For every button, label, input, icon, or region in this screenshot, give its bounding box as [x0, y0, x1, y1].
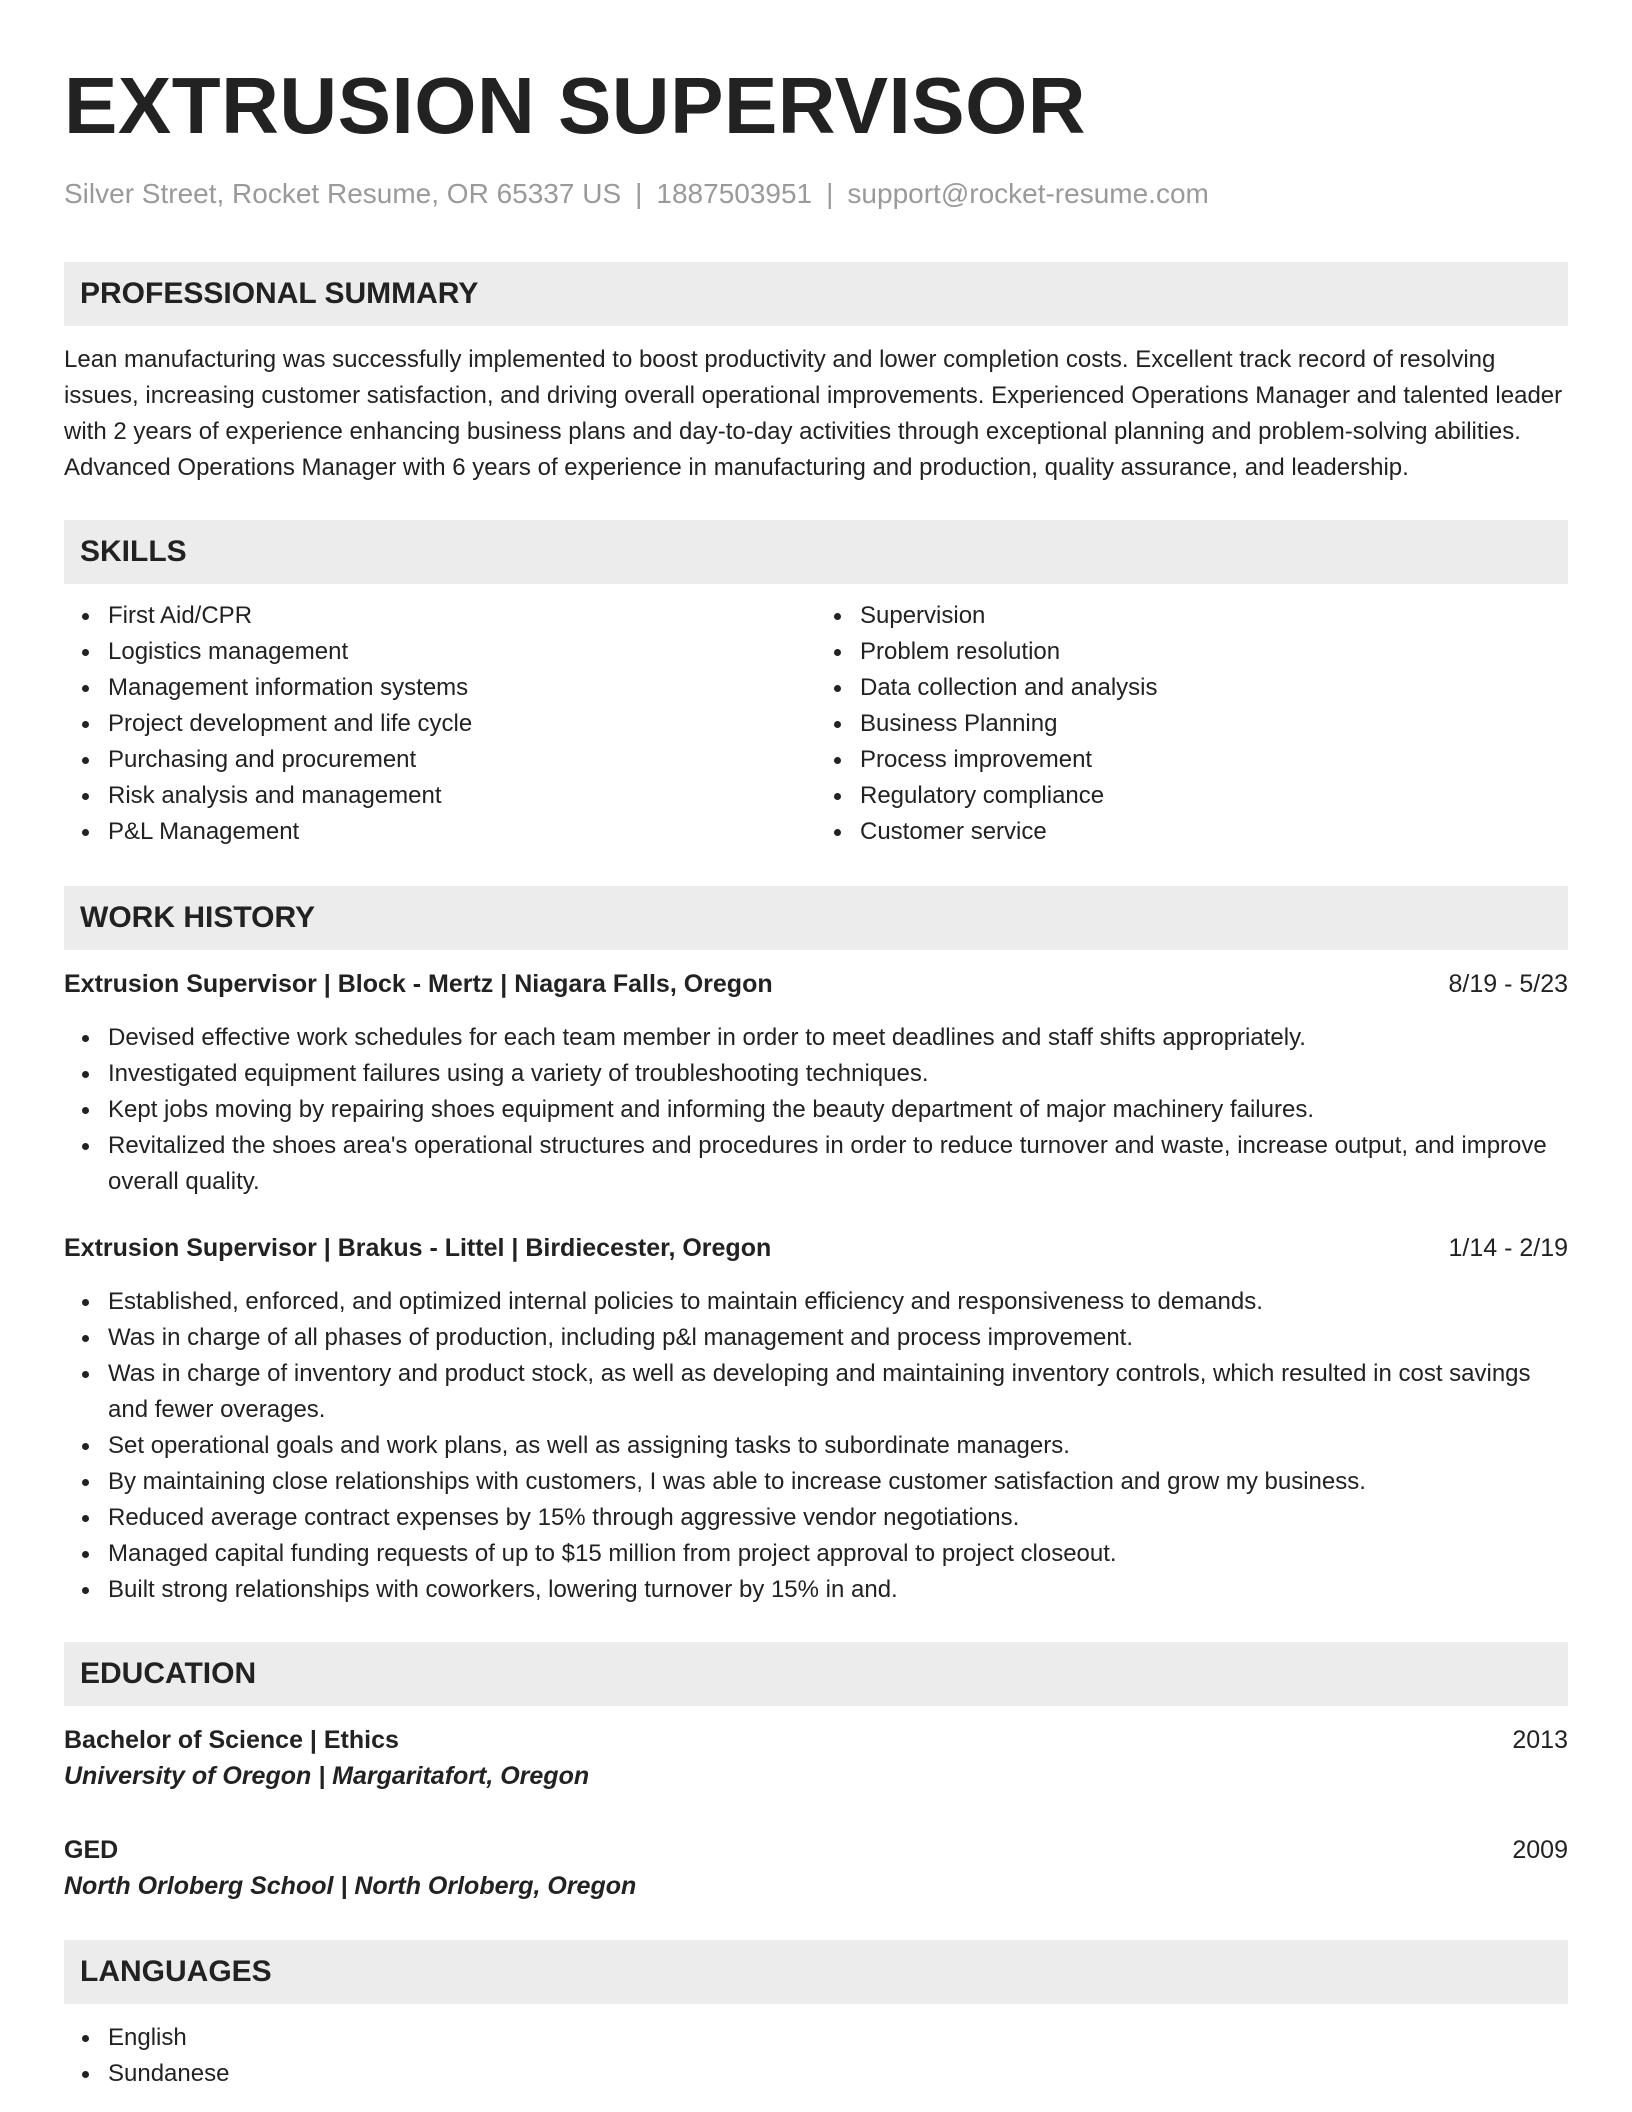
language-item: English: [108, 2020, 1568, 2056]
contact-email: support@rocket-resume.com: [847, 178, 1209, 209]
job-bullet: Set operational goals and work plans, as well as assigning tasks to subordinate managers.: [108, 1428, 1568, 1464]
skills-left-column: [64, 598, 816, 850]
job-bullet: Established, enforced, and optimized internal policies to maintain efficiency and responsiveness to demands.: [108, 1284, 1568, 1320]
job-title: Extrusion Supervisor | Block - Mertz | Niagara Falls, Oregon: [64, 970, 773, 998]
skill-item: Purchasing and procurement: [108, 742, 816, 778]
contact-line: [64, 176, 1568, 212]
education-entry: [64, 1722, 1568, 1794]
section-heading-skills: SKILLS: [64, 520, 1568, 584]
section-heading-education: EDUCATION: [64, 1642, 1568, 1706]
education-header: [64, 1832, 1568, 1868]
contact-address: Silver Street, Rocket Resume, OR 65337 US: [64, 178, 622, 209]
education-degree: GED: [64, 1836, 119, 1864]
job-entry: [64, 966, 1568, 1200]
section-heading-languages: LANGUAGES: [64, 1940, 1568, 2004]
skill-item: Management information systems: [108, 670, 816, 706]
education-section: [64, 1642, 1568, 1904]
skill-item: First Aid/CPR: [108, 598, 816, 634]
languages-list: [64, 2020, 1568, 2092]
job-bullet: Revitalized the shoes area's operational structures and procedures in order to reduce turnover and waste, increase output, and improve overall quality.: [108, 1128, 1568, 1200]
contact-separator: |: [635, 178, 643, 209]
section-heading-summary: PROFESSIONAL SUMMARY: [64, 262, 1568, 326]
skill-item: Process improvement: [860, 742, 1568, 778]
education-year: 2009: [1512, 1836, 1568, 1864]
job-bullets: [64, 1020, 1568, 1200]
education-school: University of Oregon | Margaritafort, Oregon: [64, 1762, 590, 1790]
job-bullets: [64, 1284, 1568, 1608]
section-heading-work-history: WORK HISTORY: [64, 886, 1568, 950]
contact-phone: 1887503951: [656, 178, 813, 209]
job-header: [64, 966, 1568, 1002]
contact-separator: |: [826, 178, 834, 209]
language-item: Sundanese: [108, 2056, 1568, 2092]
skills-section: [64, 520, 1568, 850]
skill-item: Business Planning: [860, 706, 1568, 742]
education-degree: Bachelor of Science | Ethics: [64, 1726, 399, 1754]
skill-item: Project development and life cycle: [108, 706, 816, 742]
skills-right-column: [816, 598, 1568, 850]
job-dates: 1/14 - 2/19: [1448, 1234, 1568, 1262]
job-header: [64, 1230, 1568, 1266]
skills-columns: [64, 598, 1568, 850]
skill-item: Logistics management: [108, 634, 816, 670]
job-bullet: Was in charge of all phases of production, including p&l management and process improvement.: [108, 1320, 1568, 1356]
skill-item: Data collection and analysis: [860, 670, 1568, 706]
education-header: [64, 1722, 1568, 1758]
job-bullet: Managed capital funding requests of up to $15 million from project approval to project closeout.: [108, 1536, 1568, 1572]
education-school: North Orloberg School | North Orloberg, Oregon: [64, 1872, 637, 1900]
candidate-name: EXTRUSION SUPERVISOR: [64, 61, 1087, 150]
summary-section: [64, 262, 1568, 486]
job-entry: [64, 1230, 1568, 1608]
job-title: Extrusion Supervisor | Brakus - Littel | Birdiecester, Oregon: [64, 1234, 772, 1262]
job-bullet: Devised effective work schedules for each team member in order to meet deadlines and staff shifts appropriately.: [108, 1020, 1568, 1056]
skill-item: Regulatory compliance: [860, 778, 1568, 814]
job-bullet: Investigated equipment failures using a variety of troubleshooting techniques.: [108, 1056, 1568, 1092]
skill-item: Problem resolution: [860, 634, 1568, 670]
skill-item: Risk analysis and management: [108, 778, 816, 814]
summary-text: Lean manufacturing was successfully implemented to boost productivity and lower completion costs. Excellent track record of resolving issues, increasing customer satisfaction, and driving overall operational improvements. Experienced Operations Manager and talented leader with 2 years of experience enhancing business plans and day-to-day activities through exceptional planning and problem-solving abilities. Advanced Operations Manager with 6 years of experience in manufacturing and production, quality assurance, and leadership.: [64, 346, 1563, 481]
skill-item: P&L Management: [108, 814, 816, 850]
education-entry: [64, 1832, 1568, 1904]
languages-section: [64, 1940, 1568, 2092]
work-history-section: [64, 886, 1568, 1608]
job-bullet: By maintaining close relationships with customers, I was able to increase customer satisfaction and grow my business.: [108, 1464, 1568, 1500]
job-bullet: Reduced average contract expenses by 15% through aggressive vendor negotiations.: [108, 1500, 1568, 1536]
job-bullet: Was in charge of inventory and product stock, as well as developing and maintaining inventory controls, which resulted in cost savings and fewer overages.: [108, 1356, 1568, 1428]
education-year: 2013: [1512, 1726, 1568, 1754]
job-bullet: Built strong relationships with coworkers, lowering turnover by 15% in and.: [108, 1572, 1568, 1608]
skill-item: Customer service: [860, 814, 1568, 850]
skill-item: Supervision: [860, 598, 1568, 634]
job-bullet: Kept jobs moving by repairing shoes equipment and informing the beauty department of major machinery failures.: [108, 1092, 1568, 1128]
job-dates: 8/19 - 5/23: [1448, 970, 1568, 998]
